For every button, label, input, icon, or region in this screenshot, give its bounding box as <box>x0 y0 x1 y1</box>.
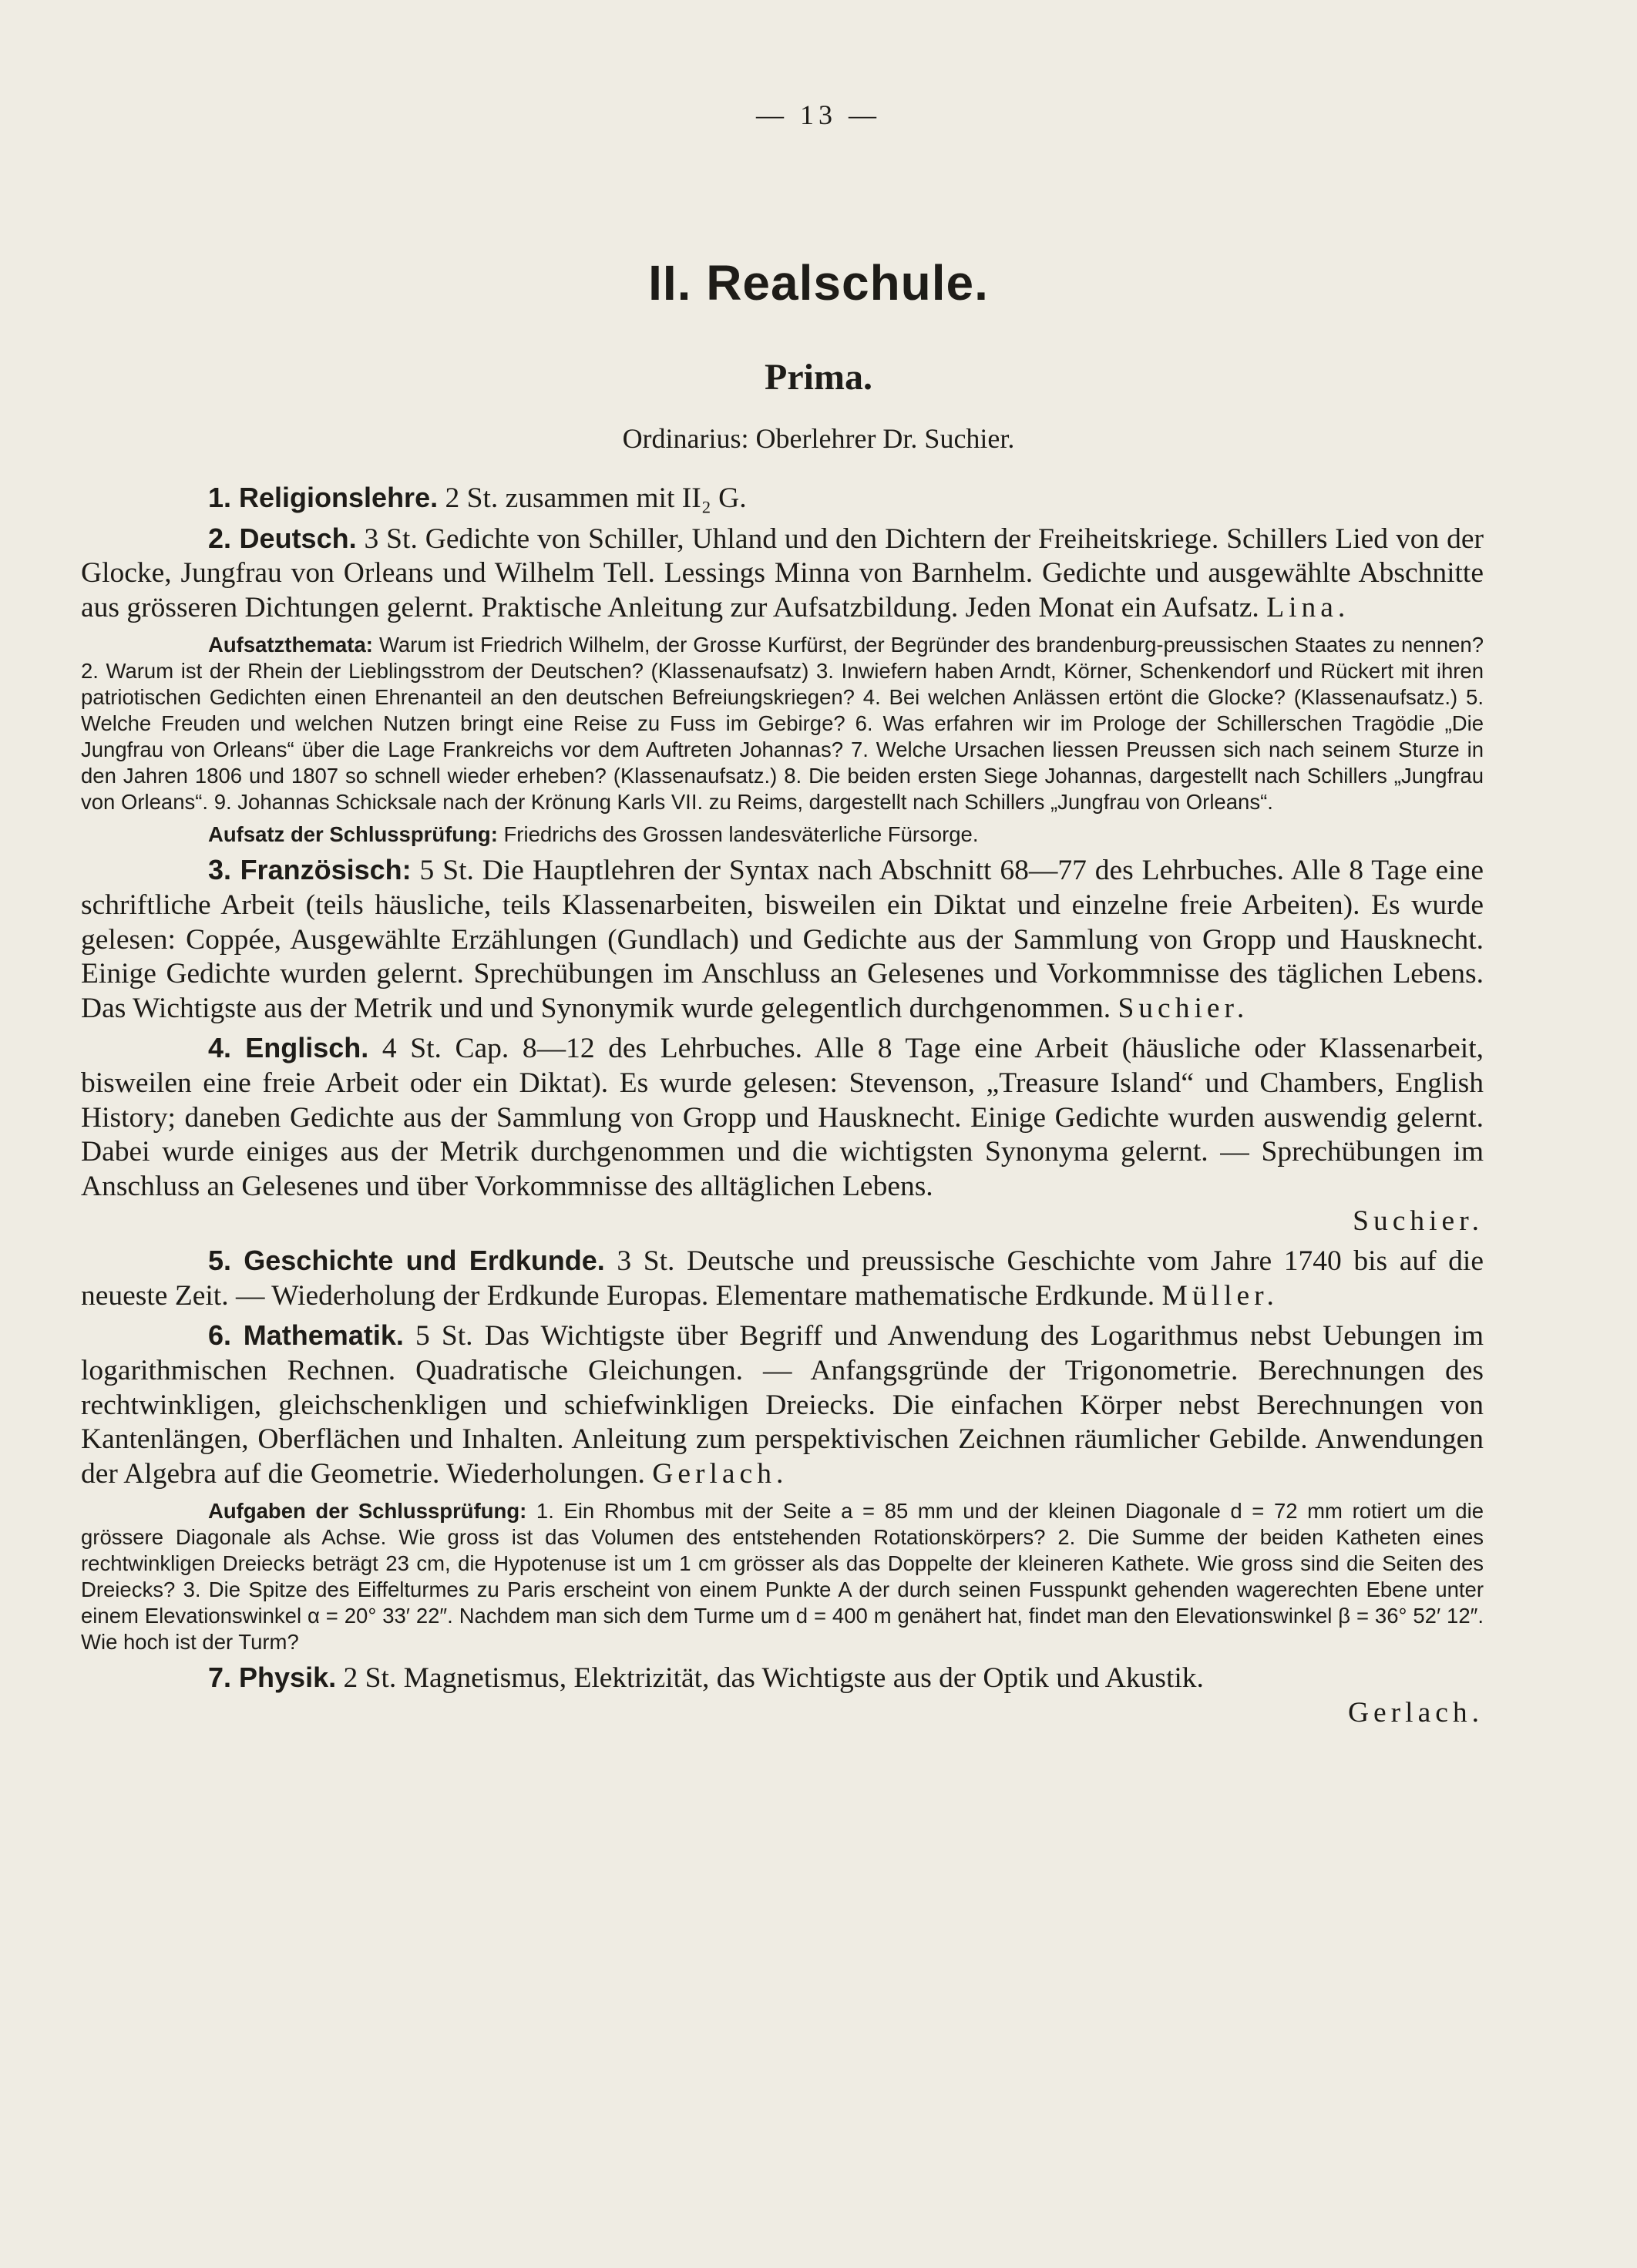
section-text: 2 St. zusammen mit II₂ G. <box>445 482 747 514</box>
essay-topics-text: Warum ist Friedrich Wilhelm, der Grosse Kurfürst, der Begründer des brandenburg-preussischen Staates zu nennen? 2. Warum ist der Rhein der Lieblingsstrom der Deutschen? (Klassenaufsatz) 3. Inwiefern haben Arndt, Körner, Schenkendorf und Rückert mit ihren patriotischen Gedichten einen Ehrenanteil an den deutschen Befreiungskriegen? 4. Bei welchen Anlässen ertönt die Glocke? (Klassenaufsatz.) 5. Welche Freuden und welchen Nutzen bringt eine Reise zu Fuss im Gebirge? 6. Was erfahren wir im Prologe der Schillerschen Tragödie „Die Jungfrau von Orleans“ über die Lage Frankreichs vor dem Auftreten Johannas? 7. Welche Ursachen liessen Preussen sich nach seinem Sturze in den Jahren 1806 und 1807 so schnell wieder erheben? (Klassenaufsatz.) 8. Die beiden ersten Siege Johannas, dargestellt nach Schillers „Jungfrau von Orleans“. 9. Johannas Schicksale nach der Krönung Karls VII. zu Reims, dargestellt nach Schillers „Jungfrau von Orleans“. <box>81 632 1484 815</box>
teacher-name: Gerlach. <box>652 1457 788 1490</box>
section-heading: 5. Geschichte und Erdkunde. <box>208 1245 605 1277</box>
section-heading: 6. Mathematik. <box>208 1319 404 1352</box>
teacher-name: Lina. <box>1266 591 1350 623</box>
section-text: 5 St. Das Wichtigste über Begriff und Anwendung des Logarithmus nebst Uebungen im logarithmischen Rechnen. Quadratische Gleichungen. — Anfangsgründe der Trigonometrie. Berechnungen des rechtwinkligen, gleichschenkligen und schiefwinkligen Dreiecks. Die einfachen Körper nebst Berechnungen von Kantenlängen, Oberflächen und Inhalten. Anleitung zum perspektivischen Zeichnen räumlicher Gebilde. Anwendungen der Algebra auf die Geometrie. Wiederholungen. <box>81 1320 1484 1490</box>
section-text: 3 St. Deutsche und preussische Geschichte vom Jahre 1740 bis auf die neueste Zeit. — Wiederholung der Erdkunde Europas. Elementare mathematische Erdkunde. <box>81 1245 1484 1312</box>
section-text: 5 St. Die Hauptlehren der Syntax nach Abschnitt 68—77 des Lehrbuches. Alle 8 Tage eine schriftliche Arbeit (teils häusliche, teils Klassenarbeiten, bisweilen ein Diktat und einzelne freie Arbeiten). Es wurde gelesen: Coppée, Ausgewählte Erzählungen (Gundlach) und Gedichte aus der Sammlung von Gropp und Hausknecht. Einige Gedichte wurden gelernt. Sprechübungen im Anschluss an Gelesenes und Vorkommnisse des täglichen Lebens. Das Wichtigste aus der Metrik und und Synonymik wurde gelegentlich durchgenommen. <box>81 855 1484 1024</box>
section-deutsch <box>81 522 1484 626</box>
section-text: 3 St. Gedichte von Schiller, Uhland und den Dichtern der Freiheitskriege. Schillers Lied von der Glocke, Jungfrau von Orleans und Wilhelm Tell. Lessings Minna von Barnhelm. Gedichte und ausgewählte Abschnitte aus grösseren Dichtungen gelernt. Praktische Anleitung zur Aufsatzbildung. Jeden Monat ein Aufsatz. <box>81 522 1484 623</box>
final-exam-essay <box>81 822 1484 848</box>
final-exam-heading: Aufsatz der Schlussprüfung: <box>208 822 498 847</box>
section-text: 2 St. Magnetismus, Elektrizität, das Wichtigste aus der Optik und Akustik. <box>343 1662 1204 1695</box>
section-geschichte <box>81 1245 1484 1313</box>
math-exam-heading: Aufgaben der Schlussprüfung: <box>208 1498 527 1523</box>
math-exam-problems <box>81 1498 1484 1656</box>
essay-topics-heading: Aufsatzthemata: <box>208 632 373 657</box>
essay-topics <box>81 632 1484 816</box>
page-title: II. Realschule. <box>648 255 989 311</box>
teacher-name: Suchier. <box>1353 1205 1484 1237</box>
main-content <box>81 482 1484 1736</box>
section-heading: 2. Deutsch. <box>208 522 357 554</box>
page-number: — 13 — <box>756 99 881 130</box>
math-exam-text: 1. Ein Rhombus mit der Seite a = 85 mm und der kleinen Diagonale d = 72 mm rotiert um die grössere Diagonale als Achse. Wie gross ist das Volumen des entstehenden Rotationskörpers? 2. Die Summe der beiden Katheten eines rechtwinkligen Dreiecks beträgt 23 cm, die Hypotenuse ist um 1 cm grösser als das Doppelte der kleineren Kathete. Wie gross sind die Seiten des Dreiecks? 3. Die Spitze des Eiffelturmes zu Paris erscheint von einem Punkte A der durch seinen Fusspunkt gehenden wagerechten Ebene unter einem Elevationswinkel α = 20° 33′ 22″. Nachdem man sich dem Turme um d = 400 m genähert hat, findet man den Elevationswinkel β = 36° 52′ 12″. Wie hoch ist der Turm? <box>81 1498 1484 1654</box>
final-exam-text: Friedrichs des Grossen landesväterliche Fürsorge. <box>503 822 979 847</box>
teacher-name: Suchier. <box>1118 992 1249 1024</box>
section-heading: 3. Französisch: <box>208 854 412 886</box>
section-franzoesisch <box>81 854 1484 1026</box>
section-physik <box>81 1662 1484 1730</box>
teacher-name: Müller. <box>1161 1279 1279 1312</box>
section-mathematik <box>81 1319 1484 1491</box>
class-subtitle: Prima. <box>765 357 872 398</box>
teacher-name: Gerlach. <box>1347 1696 1484 1729</box>
ordinarius-line: Ordinarius: Oberlehrer Dr. Suchier. <box>622 423 1015 454</box>
section-religion <box>81 482 1484 516</box>
section-heading: 4. Englisch. <box>208 1032 369 1064</box>
section-heading: 7. Physik. <box>208 1662 337 1694</box>
section-heading: 1. Religionslehre. <box>208 482 439 513</box>
section-englisch <box>81 1032 1484 1238</box>
section-text: 4 St. Cap. 8—12 des Lehrbuches. Alle 8 Tage eine Arbeit (häusliche oder Klassenarbeit, bisweilen eine freie Arbeit oder ein Diktat). Es wurde gelesen: Stevenson, „Treasure Island“ und Chambers, English History; daneben Gedichte aus der Sammlung von Gropp und Hausknecht. Einige Gedichte wurden auswendig gelernt. Dabei wurde einiges aus der Metrik durchgenommen und die wichtigsten Synonyma gelernt. — Sprechübungen im Anschluss an Gelesenes und über Vorkommnisse des alltäglichen Lebens. <box>81 1033 1484 1202</box>
